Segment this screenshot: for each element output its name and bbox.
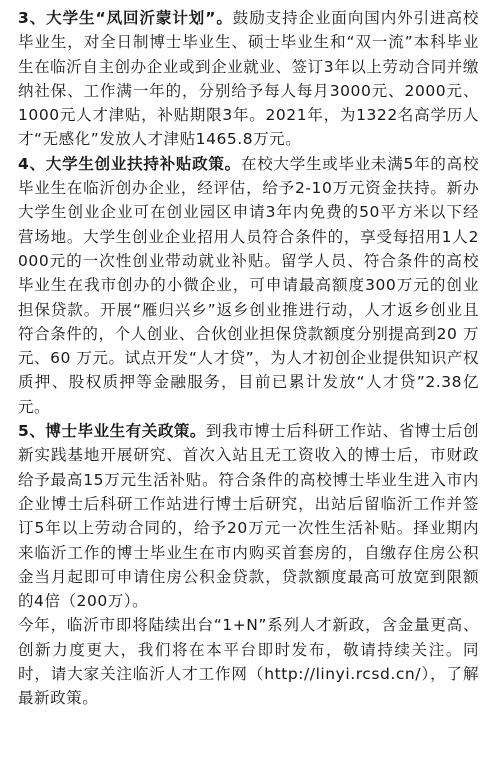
section-5-heading: 5、博士毕业生有关政策。 [18,422,206,441]
section-3-heading: 3、大学生“凤回沂蒙计划”。 [18,9,233,27]
section-5-text: 到我市博士后科研工作站、省博士后创新实践基地开展研究、首次入站且无工资收入的博士后，市财政给予最高15万元生活补贴。符合条件的高校博士毕业生进入市内企业博士后科研工作站进行博士后研究，出站后留临沂工作并签订5年以上劳动合同的，给予20万元一次性生活补贴。择业期内来临沂工作的博士毕业生在市内购买首套房的，自缴存住房公积金当月起即可申请住房公积金贷款，贷款额度最高可放宽到限额的4倍（200万）。 [18,422,479,611]
closing-paragraph: 今年，临沂市即将陆续出台“1+N”系列人才新政，含金量更高、创新力度更大，我们将在本平台即时发布，敬请持续关注。同时，请大家关注临沂人才工作网（http://linyi.rcsd.cn/），了解最新政策。 [18,616,479,708]
section-3-text: 鼓励支持企业面向国内外引进高校毕业生，对全日制博士毕业生、硕士毕业生和“双一流”本科毕业生在临沂自主创办企业或到企业就业、签订3年以上劳动合同并缴纳社保、工作满一年的，分别给予每人每月3000元、2000元、1000元人才津贴，补贴期限3年。2021年，为1322名高学历人才“无感化”发放人才津贴1465.8万元。 [18,9,479,149]
section-4 [18,152,479,419]
section-4-heading: 4、大学生创业扶持补贴政策。 [18,154,241,173]
section-5 [18,419,479,613]
section-3 [18,6,479,152]
section-4-text: 在校大学生或毕业未满5年的高校毕业生在临沂创办企业，经评估，给予2-10万元资金扶持。新办大学生创业企业可在创业园区申请3年内免费的50平方米以下经营场地。大学生创业企业招用人员符合条件的，享受每招用1人2000元的一次性创业带动就业补贴。留学人员、符合条件的高校毕业生在我市创办的小微企业，可申请最高额度300万元的创业担保贷款。开展“雁归兴乡”返乡创业推进行动，人才返乡创业且符合条件的，个人创业、合伙创业担保贷款额度分别提高到20 万元、60 万元。试点开发“人才贷”，为人才初创企业提供知识产权质押、股权质押等金融服务，目前已累计发放“人才贷”2.38亿元。 [18,154,479,416]
